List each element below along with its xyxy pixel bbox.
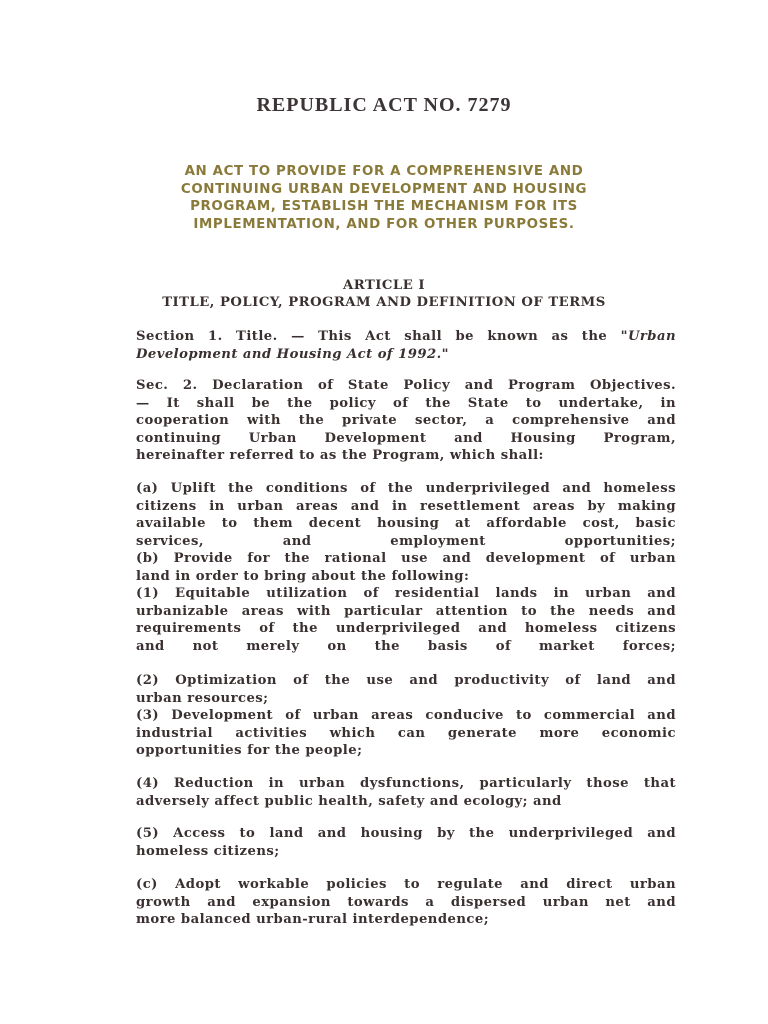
article-heading: ARTICLE I — [342, 278, 426, 293]
items-a-b-1-paragraph — [136, 480, 676, 655]
article-title: TITLE, POLICY, PROGRAM AND DEFINITION OF TERMS — [162, 295, 606, 310]
paragraph-line: (5) Access to land and housing by the underprivileged and — [136, 826, 676, 841]
paragraph-line — [136, 346, 676, 364]
paragraph-line: (3) Development of urban areas conducive to commercial and — [136, 708, 676, 723]
section-1-paragraph — [136, 328, 676, 363]
paragraph-line: (4) Reduction in urban dysfunctions, particularly those that — [136, 776, 676, 791]
paragraph-line: (1) Equitable utilization of residential lands in urban and — [136, 586, 676, 601]
item-c-paragraph — [136, 876, 676, 929]
paragraph-line: available to them decent housing at affordable cost, basic — [136, 516, 676, 531]
section-1-short-title-end: Development and Housing Act of 1992." — [136, 346, 449, 362]
paragraph-line: hereinafter referred to as the Program, which shall: — [136, 448, 544, 463]
paragraph-line: urbanizable areas with particular attention to the needs and — [136, 603, 676, 619]
paragraph-line: services, and employment opportunities; — [136, 533, 676, 549]
paragraph-line: — It shall be the policy of the State to undertake, in — [136, 395, 676, 411]
item-5-paragraph — [136, 825, 676, 860]
act-title: REPUBLIC ACT NO. 7279 — [256, 94, 512, 116]
paragraph-line: opportunities for the people; — [136, 743, 363, 758]
paragraph-line: more balanced urban-rural interdependence; — [136, 912, 490, 927]
paragraph-line: adversely affect public health, safety and ecology; and — [136, 793, 562, 809]
paragraph-line: land in order to bring about the following: — [136, 568, 470, 584]
paragraph-line: citizens in urban areas and in resettlement areas by making — [136, 498, 676, 514]
paragraph-line: industrial activities which can generate more economic — [136, 725, 676, 741]
paragraph-line: (a) Uplift the conditions of the underprivileged and homeless — [136, 481, 676, 496]
paragraph-line: (2) Optimization of the use and productivity of land and — [136, 673, 676, 688]
paragraph-line: continuing Urban Development and Housing Program, — [136, 430, 676, 446]
paragraph-line: urban resources; — [136, 690, 269, 706]
paragraph-line: growth and expansion towards a dispersed urban net and — [136, 894, 676, 910]
section-1-short-title-start: "Urban — [620, 329, 676, 344]
paragraph-line: (c) Adopt workable policies to regulate and direct urban — [136, 877, 676, 892]
paragraph-line: cooperation with the private sector, a comprehensive and — [136, 413, 676, 428]
act-subtitle — [150, 163, 618, 233]
paragraph-line: (b) Provide for the rational use and development of urban — [136, 551, 676, 566]
paragraph-line: and not merely on the basis of market forces; — [136, 638, 676, 654]
paragraph-line — [136, 328, 676, 346]
paragraph-line: Sec. 2. Declaration of State Policy and Program Objectives. — [136, 378, 676, 393]
items-2-3-paragraph — [136, 672, 676, 760]
subtitle-line: CONTINUING URBAN DEVELOPMENT AND HOUSING — [180, 181, 588, 197]
subtitle-line: IMPLEMENTATION, AND FOR OTHER PURPOSES. — [193, 216, 575, 232]
section-2-paragraph — [136, 377, 676, 465]
subtitle-line: AN ACT TO PROVIDE FOR A COMPREHENSIVE AND — [184, 164, 584, 179]
paragraph-line: homeless citizens; — [136, 843, 280, 859]
subtitle-line: PROGRAM, ESTABLISH THE MECHANISM FOR ITS — [190, 199, 578, 214]
item-4-paragraph — [136, 775, 676, 810]
section-1-lead: Section 1. Title. — This Act shall be known as the — [136, 329, 621, 344]
paragraph-line: requirements of the underprivileged and homeless citizens — [136, 621, 676, 636]
